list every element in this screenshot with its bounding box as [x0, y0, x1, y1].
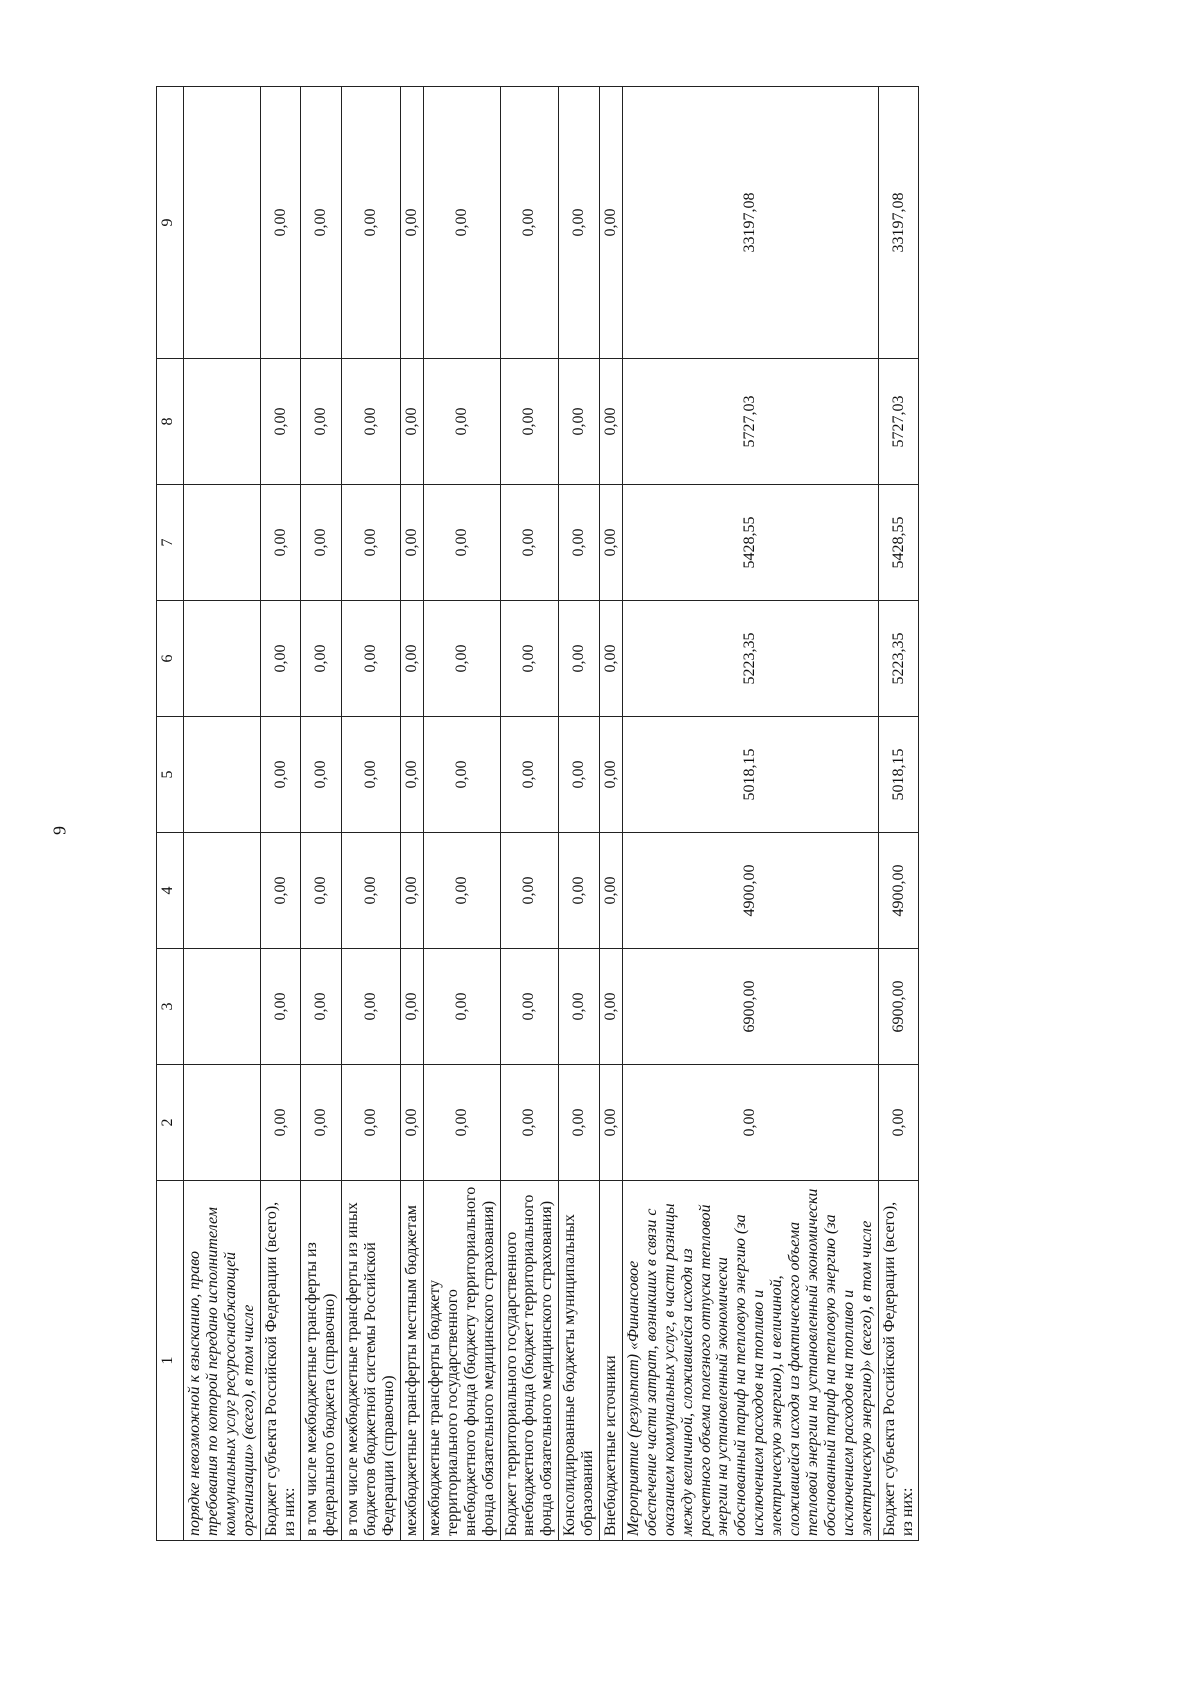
table-row	[301, 87, 342, 1541]
value-cell: 0,00	[622, 1065, 878, 1181]
value-cell: 0,00	[500, 601, 559, 717]
table-row	[400, 87, 423, 1541]
value-cell: 33197,08	[622, 87, 878, 359]
value-cell: 0,00	[400, 87, 423, 359]
column-header: 7	[157, 485, 184, 601]
value-cell: 0,00	[400, 485, 423, 601]
value-cell: 0,00	[342, 833, 401, 949]
value-cell: 0,00	[423, 87, 500, 359]
value-cell	[184, 1065, 261, 1181]
row-label: Консолидированные бюджеты муниципальных образований	[559, 1181, 600, 1541]
value-cell: 0,00	[400, 949, 423, 1065]
value-cell: 4900,00	[878, 833, 919, 949]
value-cell: 0,00	[342, 601, 401, 717]
value-cell: 0,00	[559, 1065, 600, 1181]
header-row	[157, 87, 184, 1541]
value-cell	[184, 833, 261, 949]
value-cell: 0,00	[342, 717, 401, 833]
value-cell: 0,00	[260, 359, 301, 485]
value-cell: 0,00	[301, 601, 342, 717]
value-cell: 4900,00	[622, 833, 878, 949]
value-cell: 5727,03	[878, 359, 919, 485]
column-header: 9	[157, 87, 184, 359]
value-cell: 0,00	[600, 833, 623, 949]
value-cell: 33197,08	[878, 87, 919, 359]
table-row	[559, 87, 600, 1541]
value-cell: 0,00	[260, 949, 301, 1065]
value-cell: 5428,55	[878, 485, 919, 601]
value-cell: 0,00	[500, 1065, 559, 1181]
value-cell: 0,00	[500, 717, 559, 833]
value-cell: 5018,15	[878, 717, 919, 833]
value-cell: 0,00	[301, 1065, 342, 1181]
value-cell: 5727,03	[622, 359, 878, 485]
row-label: порядке невозможной к взысканию, право требования по которой передано исполнителем коммунальных услуг ресурсоснабжающей организации» (всего), в том числе	[184, 1181, 261, 1541]
column-header: 3	[157, 949, 184, 1065]
value-cell: 0,00	[301, 949, 342, 1065]
value-cell: 0,00	[342, 949, 401, 1065]
row-label: в том числе межбюджетные трансферты из иных бюджетов бюджетной системы Российской Федерации (справочно)	[342, 1181, 401, 1541]
value-cell	[184, 717, 261, 833]
value-cell: 0,00	[342, 485, 401, 601]
value-cell: 0,00	[559, 359, 600, 485]
value-cell: 0,00	[423, 717, 500, 833]
column-header: 1	[157, 1181, 184, 1541]
value-cell: 0,00	[301, 359, 342, 485]
value-cell: 0,00	[559, 87, 600, 359]
rotated-table-sheet	[156, 87, 1128, 1541]
table-body	[157, 87, 919, 1541]
column-header: 8	[157, 359, 184, 485]
value-cell: 0,00	[423, 359, 500, 485]
value-cell	[184, 601, 261, 717]
value-cell: 0,00	[500, 87, 559, 359]
value-cell: 0,00	[600, 601, 623, 717]
value-cell: 0,00	[423, 833, 500, 949]
value-cell: 0,00	[600, 717, 623, 833]
value-cell: 0,00	[500, 833, 559, 949]
value-cell	[184, 359, 261, 485]
table-row	[622, 87, 878, 1541]
value-cell: 6900,00	[622, 949, 878, 1065]
value-cell: 0,00	[301, 485, 342, 601]
budget-table	[156, 86, 919, 1541]
value-cell	[184, 949, 261, 1065]
row-label: Внебюджетные источники	[600, 1181, 623, 1541]
column-header: 2	[157, 1065, 184, 1181]
table-row	[260, 87, 301, 1541]
value-cell: 0,00	[423, 485, 500, 601]
value-cell: 0,00	[600, 87, 623, 359]
value-cell: 0,00	[260, 87, 301, 359]
value-cell: 0,00	[600, 1065, 623, 1181]
value-cell: 0,00	[260, 833, 301, 949]
value-cell: 0,00	[600, 359, 623, 485]
value-cell: 0,00	[600, 485, 623, 601]
value-cell: 0,00	[260, 485, 301, 601]
value-cell: 0,00	[342, 359, 401, 485]
page-number: 9	[49, 826, 70, 835]
value-cell: 0,00	[400, 601, 423, 717]
row-label: Бюджет территориального государственного внебюджетного фонда (бюджет территориального фонда обязательного медицинского страхования)	[500, 1181, 559, 1541]
value-cell: 0,00	[500, 359, 559, 485]
value-cell: 0,00	[423, 949, 500, 1065]
value-cell: 0,00	[423, 1065, 500, 1181]
value-cell: 0,00	[301, 87, 342, 359]
value-cell	[184, 485, 261, 601]
value-cell: 0,00	[600, 949, 623, 1065]
column-header: 5	[157, 717, 184, 833]
value-cell: 0,00	[301, 833, 342, 949]
table-row	[423, 87, 500, 1541]
row-label: Мероприятие (результат) «Финансовое обеспечение части затрат, возникших в связи с оказанием коммунальных услуг, в части разницы между величиной, сложившейся исходя из расчетного объема полезного отпуска тепловой энергии на установленный экономически обоснованный тариф на тепловую энергию (за исключением расходов на топливо и электрическую энергию), и величиной, сложившейся исходя из фактического объема тепловой энергии на установленный экономически обоснованный тариф на тепловую энергию (за исключением расходов на топливо и электрическую энергию)» (всего), в том числе	[622, 1181, 878, 1541]
value-cell: 0,00	[878, 1065, 919, 1181]
value-cell: 5223,35	[622, 601, 878, 717]
value-cell: 0,00	[559, 485, 600, 601]
value-cell: 0,00	[342, 87, 401, 359]
table-row	[878, 87, 919, 1541]
value-cell: 0,00	[500, 949, 559, 1065]
value-cell: 0,00	[260, 1065, 301, 1181]
value-cell: 5223,35	[878, 601, 919, 717]
value-cell: 0,00	[559, 949, 600, 1065]
value-cell: 5018,15	[622, 717, 878, 833]
value-cell: 0,00	[301, 717, 342, 833]
value-cell: 0,00	[260, 601, 301, 717]
table-row	[600, 87, 623, 1541]
row-label: Бюджет субъекта Российской Федерации (всего), из них:	[260, 1181, 301, 1541]
row-label: межбюджетные трансферты бюджету территориального государственного внебюджетного фонда (бюджету территориального фонда обязательного медицинского страхования)	[423, 1181, 500, 1541]
value-cell: 5428,55	[622, 485, 878, 601]
value-cell: 0,00	[260, 717, 301, 833]
value-cell: 0,00	[423, 601, 500, 717]
value-cell	[184, 87, 261, 359]
value-cell: 0,00	[559, 601, 600, 717]
value-cell: 0,00	[500, 485, 559, 601]
value-cell: 0,00	[559, 833, 600, 949]
table-row	[342, 87, 401, 1541]
table-row	[500, 87, 559, 1541]
row-label: в том числе межбюджетные трансферты из федерального бюджета (справочно)	[301, 1181, 342, 1541]
value-cell: 0,00	[400, 359, 423, 485]
value-cell: 0,00	[400, 717, 423, 833]
value-cell: 0,00	[559, 717, 600, 833]
value-cell: 6900,00	[878, 949, 919, 1065]
value-cell: 0,00	[342, 1065, 401, 1181]
column-header: 6	[157, 601, 184, 717]
value-cell: 0,00	[400, 1065, 423, 1181]
table-row	[184, 87, 261, 1541]
row-label: межбюджетные трансферты местным бюджетам	[400, 1181, 423, 1541]
row-label: Бюджет субъекта Российской Федерации (всего), из них:	[878, 1181, 919, 1541]
value-cell: 0,00	[400, 833, 423, 949]
column-header: 4	[157, 833, 184, 949]
